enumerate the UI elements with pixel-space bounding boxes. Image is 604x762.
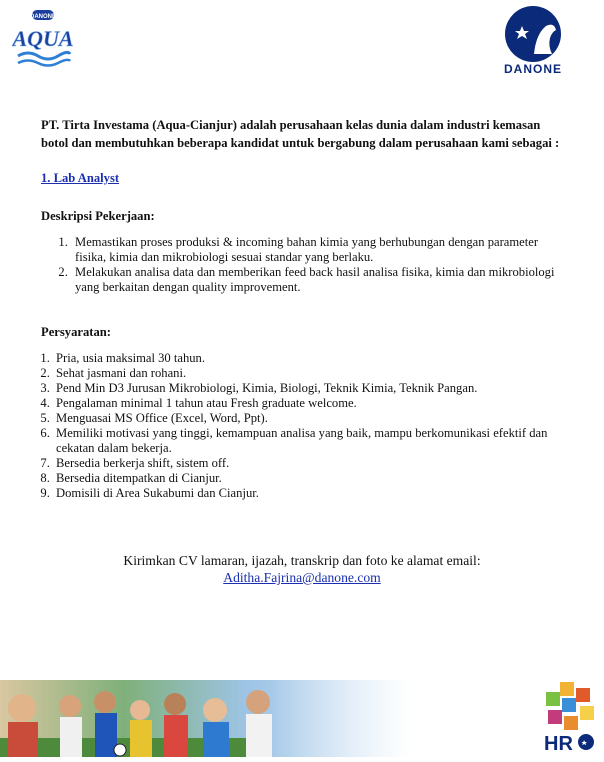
- danone-logo-text: DANONE: [503, 62, 562, 76]
- hr-logo: [540, 680, 598, 754]
- email-link[interactable]: Aditha.Fajrina@danone.com: [223, 570, 381, 585]
- intro-paragraph: PT. Tirta Investama (Aqua-Cianjur) adalah perusahaan kelas dunia dalam industri kemasan botol dan membutuhkan beberapa kandidat untuk bergabung dalam perusahaan kami sebagai :: [41, 118, 560, 150]
- list-item: 2. Melakukan analisa data dan memberikan feed back hasil analisa fisika, kimia dan mikrobiologi yang berkaitan dengan quality improvement.: [71, 265, 561, 295]
- contact-text: Kirimkan CV lamaran, ijazah, transkrip dan foto ke alamat email:: [123, 553, 481, 568]
- aqua-logo-brand: DANONE: [29, 14, 57, 20]
- children-banner-image: [0, 680, 412, 757]
- list-item: 2. Sehat jasmani dan rohani.: [53, 366, 561, 381]
- list-item: 1. Pria, usia maksimal 30 tahun.: [53, 351, 561, 366]
- description-heading: Deskripsi Pekerjaan:: [41, 209, 155, 223]
- list-item: 6. Memiliki motivasi yang tinggi, kemampuan analisa yang baik, mampu berkomunikasi efektif dan cekatan dalam bekerja.: [53, 426, 561, 456]
- description-list: [41, 235, 561, 295]
- list-item: 5. Menguasai MS Office (Excel, Word, Ppt).: [53, 411, 561, 426]
- job-posting: [41, 116, 561, 501]
- list-item: 4. Pengalaman minimal 1 tahun atau Fresh graduate welcome.: [53, 396, 561, 411]
- list-item: 1. Memastikan proses produksi & incoming bahan kimia yang berhubungan dengan parameter fisika, kimia dan mikrobiologi sesuai standar yang berlaku.: [71, 235, 561, 265]
- danone-logo: [494, 4, 572, 78]
- aqua-logo-name: AQUA: [12, 26, 74, 51]
- list-item: 9. Domisili di Area Sukabumi dan Cianjur.: [53, 486, 561, 501]
- job-title-link[interactable]: 1. Lab Analyst: [41, 171, 120, 185]
- requirements-heading: Persyaratan:: [41, 325, 111, 339]
- list-item: 7. Bersedia berkerja shift, sistem off.: [53, 456, 561, 471]
- list-item: 8. Bersedia ditempatkan di Cianjur.: [53, 471, 561, 486]
- hr-logo-text: HR: [544, 733, 573, 754]
- list-item: 3. Pend Min D3 Jurusan Mikrobiologi, Kimia, Biologi, Teknik Kimia, Teknik Pangan.: [53, 381, 561, 396]
- aqua-logo: [12, 8, 74, 70]
- contact-block: [0, 552, 604, 586]
- danone-emblem-icon: [494, 4, 572, 64]
- requirements-list: [41, 351, 561, 501]
